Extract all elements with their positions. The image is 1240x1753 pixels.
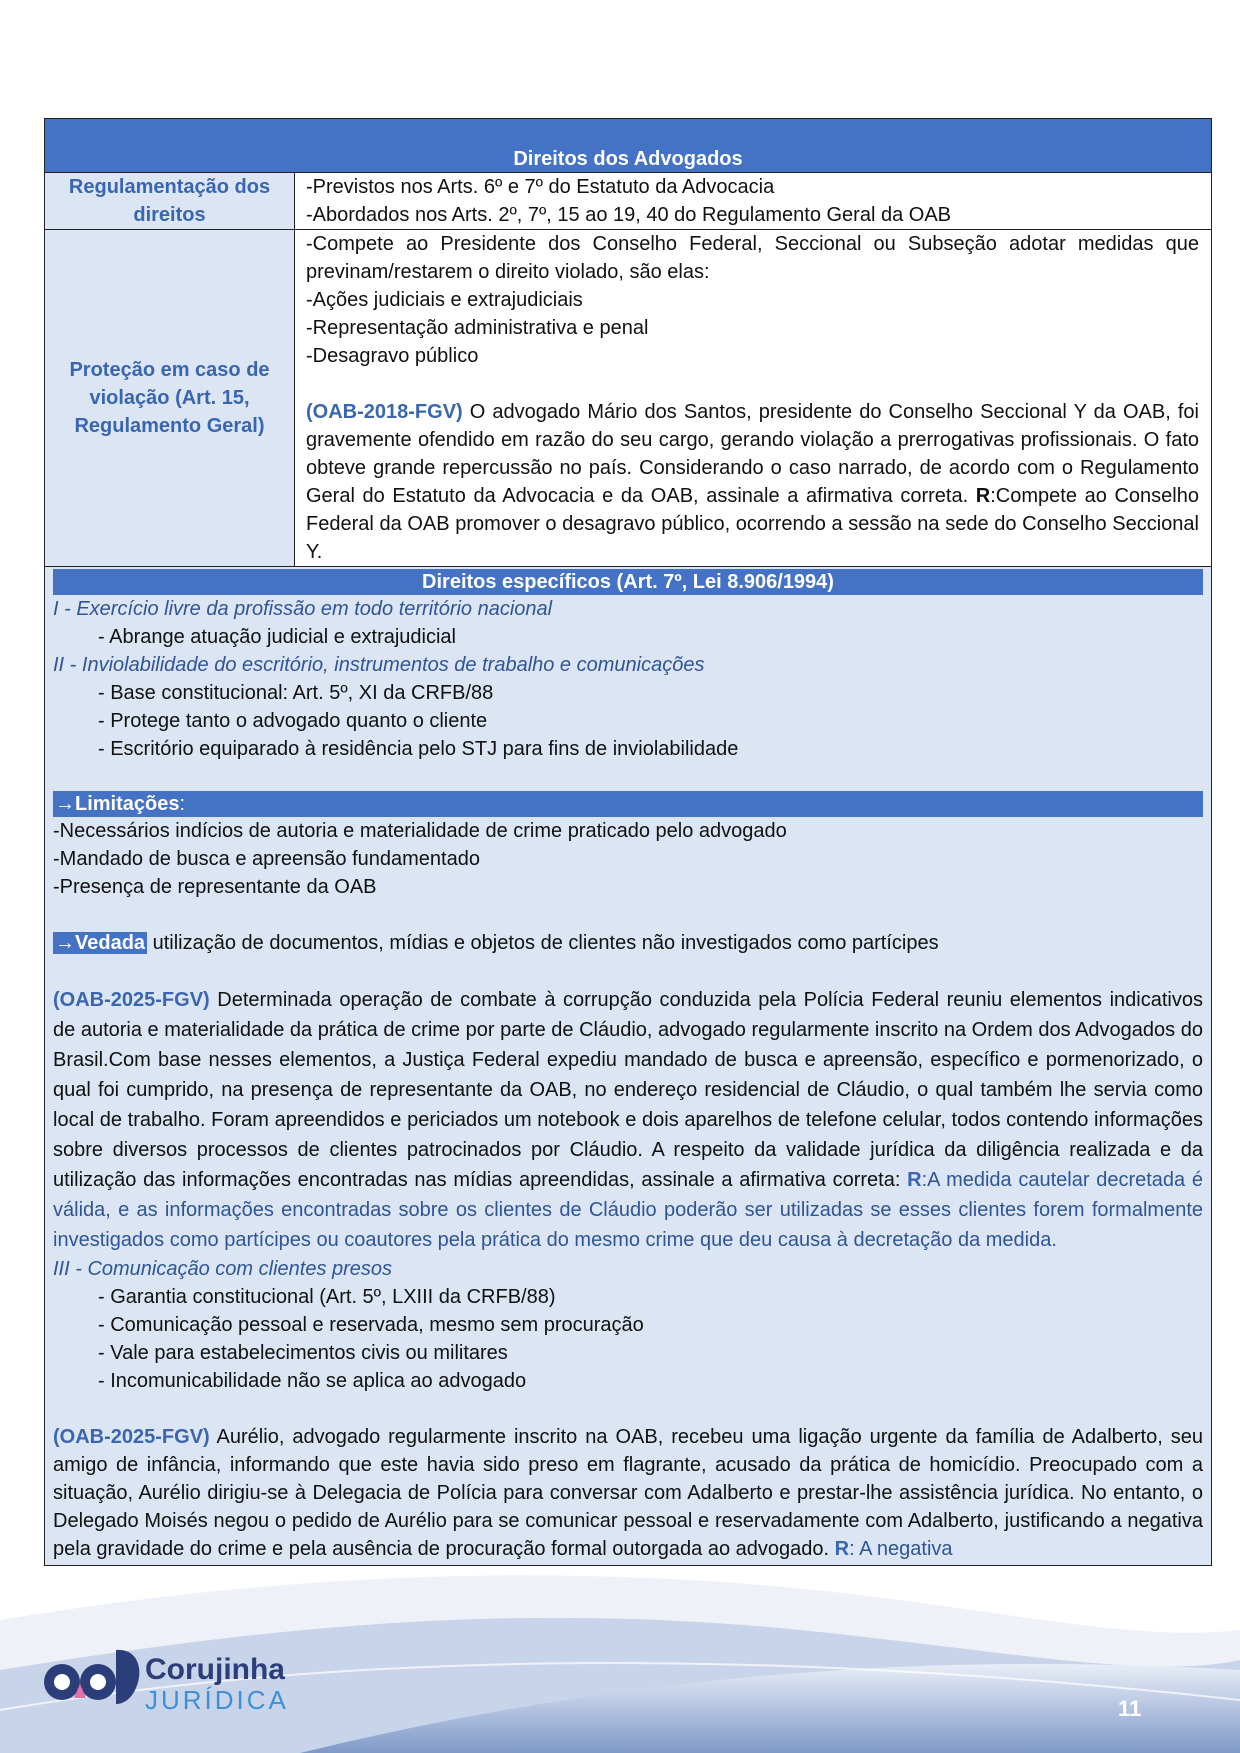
question-text: Aurélio, advogado regularmente inscrito na OAB, recebeu uma ligação urgente da família de Adalberto, seu amigo de infância, informando que este havia sido preso em flagrante, acusado da prática de homicídio. Preocupado com a situação, Aurélio dirigiu-se à Delegacia de Polícia para conversar com Adalberto e prestar-lhe assistência jurídica. No entanto, o Delegado Moisés negou o pedido de Aurélio para se comunicar pessoal e reservadamente com Adalberto, justificando a negativa pela gravidade do crime e pela ausência de procuração formal outorgada ao advogado. (53, 1426, 1203, 1560)
question-tag: (OAB-2025-FGV) (53, 989, 210, 1011)
list-item: -Mandado de busca e apreensão fundamentado (53, 848, 480, 870)
question-tag: (OAB-2025-FGV) (53, 1426, 210, 1448)
list-item: - Escritório equiparado à residência pelo STJ para fins de inviolabilidade (98, 738, 739, 760)
list-item: -Desagravo público (306, 345, 479, 367)
answer-label: R (975, 485, 991, 507)
list-item: - Garantia constitucional (Art. 5º, LXIII da CRFB/88) (98, 1286, 556, 1308)
rights-table (44, 118, 1212, 1566)
table-title: Direitos dos Advogados (45, 119, 1211, 172)
list-item: - Vale para estabelecimentos civis ou militares (98, 1342, 508, 1364)
question-tag: (OAB-2018-FGV) (306, 401, 463, 423)
item-heading: III - Comunicação com clientes presos (53, 1258, 393, 1280)
list-item: - Abrange atuação judicial e extrajudicial (98, 626, 456, 648)
table-row (45, 229, 1211, 566)
list-item: -Previstos nos Arts. 6º e 7º do Estatuto da Advocacia (306, 176, 775, 198)
limits-band (53, 791, 1203, 817)
row-content (295, 173, 1211, 229)
row-label: Regulamentação dos direitos (45, 173, 295, 229)
list-item: -Ações judiciais e extrajudiciais (306, 289, 583, 311)
brand-name: Corujinha (145, 1653, 285, 1686)
list-item: - Protege tanto o advogado quanto o cliente (98, 710, 488, 732)
table-row (45, 172, 1211, 229)
answer-label: R (834, 1538, 850, 1560)
answer-text: : A negativa (849, 1538, 953, 1560)
page-number: 11 (1118, 1696, 1142, 1721)
list-item: - Base constitucional: Art. 5º, XI da CRFB/88 (98, 682, 494, 704)
answer-label: R (907, 1169, 922, 1191)
answer-text: :A medida cautelar decretada é válida, e as informações encontradas sobre os clientes de Cláudio poderão ser utilizadas se esses clientes forem formalmente investigados como partícipes ou coautores pela prática do mesmo crime que deu causa à decretação da medida. (53, 1169, 1203, 1251)
vedada-text: utilização de documentos, mídias e objetos de clientes não investigados como partícipes (147, 932, 939, 954)
question-text: O advogado Mário dos Santos, presidente do Conselho Seccional Y da OAB, foi gravemente ofendido em razão do seu cargo, gerando violação a prerrogativas profissionais. O fato obteve grande repercussão no país. Considerando o caso narrado, de acordo com o Regulamento Geral do Estatuto da Advocacia e da OAB, assinale a afirmativa correta. (306, 401, 1199, 507)
row-content (295, 230, 1211, 566)
row-label: Proteção em caso de violação (Art. 15, Regulamento Geral) (45, 230, 295, 566)
answer-text: :Compete ao Conselho Federal da OAB promover o desagravo público, ocorrendo a sessão na sede do Conselho Seccional Y. (306, 485, 1199, 563)
limits-colon: : (179, 793, 186, 815)
item-heading: I - Exercício livre da profissão em todo território nacional (53, 598, 553, 620)
section-band-title: Direitos específicos (Art. 7º, Lei 8.906/1994) (53, 569, 1203, 595)
list-item: -Representação administrativa e penal (306, 317, 649, 339)
specific-rights-section (45, 566, 1211, 1565)
list-item: -Abordados nos Arts. 2º, 7º, 15 ao 19, 40 do Regulamento Geral da OAB (306, 204, 951, 226)
vedada-note (53, 929, 1203, 957)
exam-question (306, 398, 1199, 566)
question-text: Determinada operação de combate à corrupção conduzida pela Polícia Federal reuniu elementos indicativos de autoria e materialidade da prática de crime por parte de Cláudio, advogado regularmente inscrito na Ordem dos Advogados do Brasil.Com base nesses elementos, a Justiça Federal expediu mandado de busca e apreensão, específico e pormenorizado, o qual foi cumprido, na presença de representante da OAB, no endereço residencial de Cláudio, o qual também lhe servia como local de trabalho. Foram apreendidos e periciados um notebook e dois aparelhos de telefone celular, todos contendo informações sobre diversos processos de clientes patrocinados por Cláudio. A respeito da validade jurídica da diligência realizada e da utilização das informações encontradas nas mídias apreendidas, assinale a afirmativa correta: (53, 989, 1203, 1191)
brand-subtitle: JURÍDICA (145, 1685, 289, 1715)
list-item: - Incomunicabilidade não se aplica ao advogado (98, 1370, 527, 1392)
list-item: -Necessários indícios de autoria e materialidade de crime praticado pelo advogado (53, 820, 787, 842)
vedada-label: →Vedada (55, 932, 146, 954)
exam-question (53, 1423, 1203, 1563)
row-intro: -Compete ao Presidente dos Conselho Federal, Seccional ou Subseção adotar medidas que previnam/restarem o direito violado, são elas: (306, 233, 1199, 283)
list-item: -Presença de representante da OAB (53, 876, 377, 898)
list-item: - Comunicação pessoal e reservada, mesmo sem procuração (98, 1314, 644, 1336)
limits-label: →Limitações (55, 793, 180, 815)
exam-question (53, 985, 1203, 1255)
item-heading: II - Inviolabilidade do escritório, instrumentos de trabalho e comunicações (53, 654, 705, 676)
